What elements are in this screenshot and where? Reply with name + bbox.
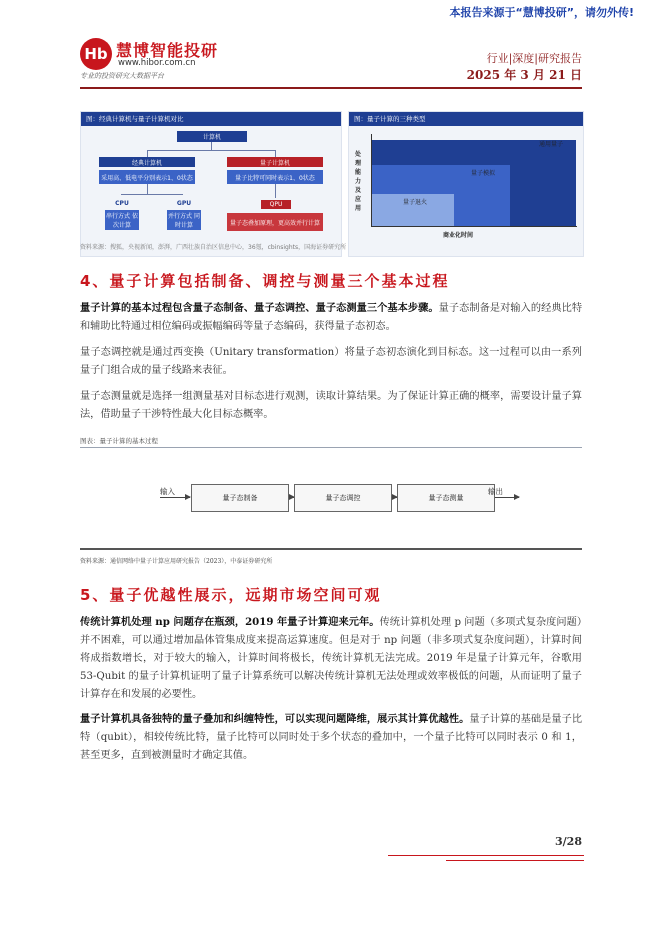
general-label: 通用量子 bbox=[539, 141, 564, 148]
figure-classical-vs-quantum bbox=[80, 111, 342, 257]
footer-rule bbox=[446, 860, 584, 861]
section-4-paragraph-3: 量子态测量就是选择一组测量基对目标态进行观测，读取计算结果。为了保证计算正确的概率，需要设计量子算法，借助量子干涉特性最大化目标态概率。 bbox=[80, 391, 582, 420]
gpu-label: GPU bbox=[176, 199, 192, 207]
figure-caption: 图表：量子计算的基本过程 bbox=[80, 437, 158, 445]
logo-mark: Hb bbox=[80, 38, 112, 70]
figure-title: 图：经典计算机与量子计算机对比 bbox=[81, 112, 341, 126]
x-axis-label: 商业化时间 bbox=[443, 232, 474, 239]
report-type: 行业|深度|研究报告 bbox=[486, 52, 582, 65]
paragraph-lead: 量子计算的基本过程包含量子态制备、量子态调控、量子态测量三个基本步骤。 bbox=[80, 302, 439, 314]
paragraph-body: 传统计算机处理 p 问题（多项式复杂度问题）并不困难，可以通过增加晶体管集成度来提高运算速度。但是对于 np 问题（非多项式复杂度问题），计算时间将成指数增长，对于较大的输入，计算时间将极长，传统计算机无法完成。2019 年是量子计算元年，谷歌用 53-Qubit 的量子计算机证明了量子计算系统可以解决传统计算机无法处理或效率极低的问题，从而证明了量子计算存在和发展的必要性。 bbox=[80, 617, 582, 700]
paragraph-body: 量子计算的基础是量子比特（qubit），相较传统比特，量子比特可以同时处于多个状态的叠加中，一个量子比特可以同时表示 0 和 1，甚至更多，直到被测量时才确定其值。 bbox=[80, 714, 583, 761]
connector bbox=[275, 150, 276, 157]
flow-input-label: 输入 bbox=[160, 487, 175, 496]
paragraph-body: 量子态制备是对输入的经典比特和辅助比特通过相位编码或振幅编码等量子态编码，获得量子态初态。 bbox=[80, 303, 583, 332]
classical-desc: 采用高、低电平分别表示1、0状态 bbox=[99, 170, 195, 184]
x-axis bbox=[371, 226, 577, 227]
connector bbox=[147, 150, 148, 157]
logo-slogan: 专业的投资研究大数据平台 bbox=[80, 72, 164, 80]
connector bbox=[147, 184, 148, 194]
flow-step-measure: 量子态测量 bbox=[397, 484, 495, 512]
caption-divider bbox=[80, 447, 582, 448]
page-number: 3/28 bbox=[555, 835, 582, 848]
logo-url: www.hibor.com.cn bbox=[118, 58, 196, 68]
qpu-desc: 量子态叠加原理，更高效并行计算 bbox=[227, 213, 323, 231]
annealing-label: 量子退火 bbox=[403, 199, 428, 206]
qpu-label: QPU bbox=[261, 200, 291, 209]
figure-title: 图：量子计算的三种类型 bbox=[349, 112, 583, 126]
figure-source: 资料来源：搜狐，央视新闻，澎湃，广西壮族自治区信息中心，36氪，cbinsights，国海证券研究所 bbox=[80, 244, 347, 251]
logo-name: 慧博智能投研 bbox=[116, 41, 219, 60]
section-5-paragraph-1 bbox=[80, 613, 582, 704]
footer-rule bbox=[388, 855, 584, 856]
classical-head: 经典计算机 bbox=[99, 157, 195, 167]
y-axis-label: 处理能力及应用 bbox=[355, 151, 362, 212]
quantum-desc: 量子比特可同时表示1、0状态 bbox=[227, 170, 323, 184]
figure-source: 资料来源：通信网络中量子计算应用研究报告（2023），中泰证券研究所 bbox=[80, 558, 273, 565]
section-4-paragraph-2: 量子态调控就是通过西变换（Unitary transformation）将量子态初态演化到目标态。这一过程可以由一系列量子门组合成的量子线路来表征。 bbox=[80, 347, 582, 376]
source-notice: 本报告来源于“慧博投研”，请勿外传! bbox=[449, 6, 634, 19]
cpu-label: CPU bbox=[115, 199, 129, 207]
cpu-desc: 串行方式 依次计算 bbox=[105, 210, 139, 230]
header-divider bbox=[80, 87, 582, 89]
arrow-output bbox=[495, 497, 519, 498]
section-4-title: 4、量子计算包括制备、调控与测量三个基本过程 bbox=[80, 272, 450, 290]
flow-step-prepare: 量子态制备 bbox=[191, 484, 289, 512]
figure-quantum-types bbox=[348, 111, 584, 257]
paragraph-lead: 量子计算机具备独特的量子叠加和纠缠特性，可以实现问题降维，展示其计算优越性。 bbox=[80, 713, 470, 725]
section-5-paragraph-2 bbox=[80, 710, 582, 765]
section-5-title: 5、量子优越性展示，远期市场空间可观 bbox=[80, 586, 382, 604]
connector bbox=[147, 150, 275, 151]
figure-bottom-rule bbox=[80, 548, 582, 550]
connector bbox=[121, 194, 183, 195]
gpu-desc: 并行方式 同时计算 bbox=[167, 210, 201, 230]
hibor-logo bbox=[80, 38, 230, 84]
arrow-input bbox=[160, 497, 190, 498]
computer-box: 计算机 bbox=[177, 131, 247, 142]
paragraph-lead: 传统计算机处理 np 问题存在瓶颈，2019 年量子计算迎来元年。 bbox=[80, 616, 380, 628]
flow-output-label: 输出 bbox=[488, 487, 503, 496]
report-date: 2025 年 3 月 21 日 bbox=[466, 68, 582, 82]
quantum-head: 量子计算机 bbox=[227, 157, 323, 167]
connector bbox=[275, 184, 276, 198]
flow-step-control: 量子态调控 bbox=[294, 484, 392, 512]
section-4-paragraph-1 bbox=[80, 299, 582, 336]
simulation-label: 量子模拟 bbox=[471, 170, 496, 177]
connector bbox=[211, 142, 212, 150]
